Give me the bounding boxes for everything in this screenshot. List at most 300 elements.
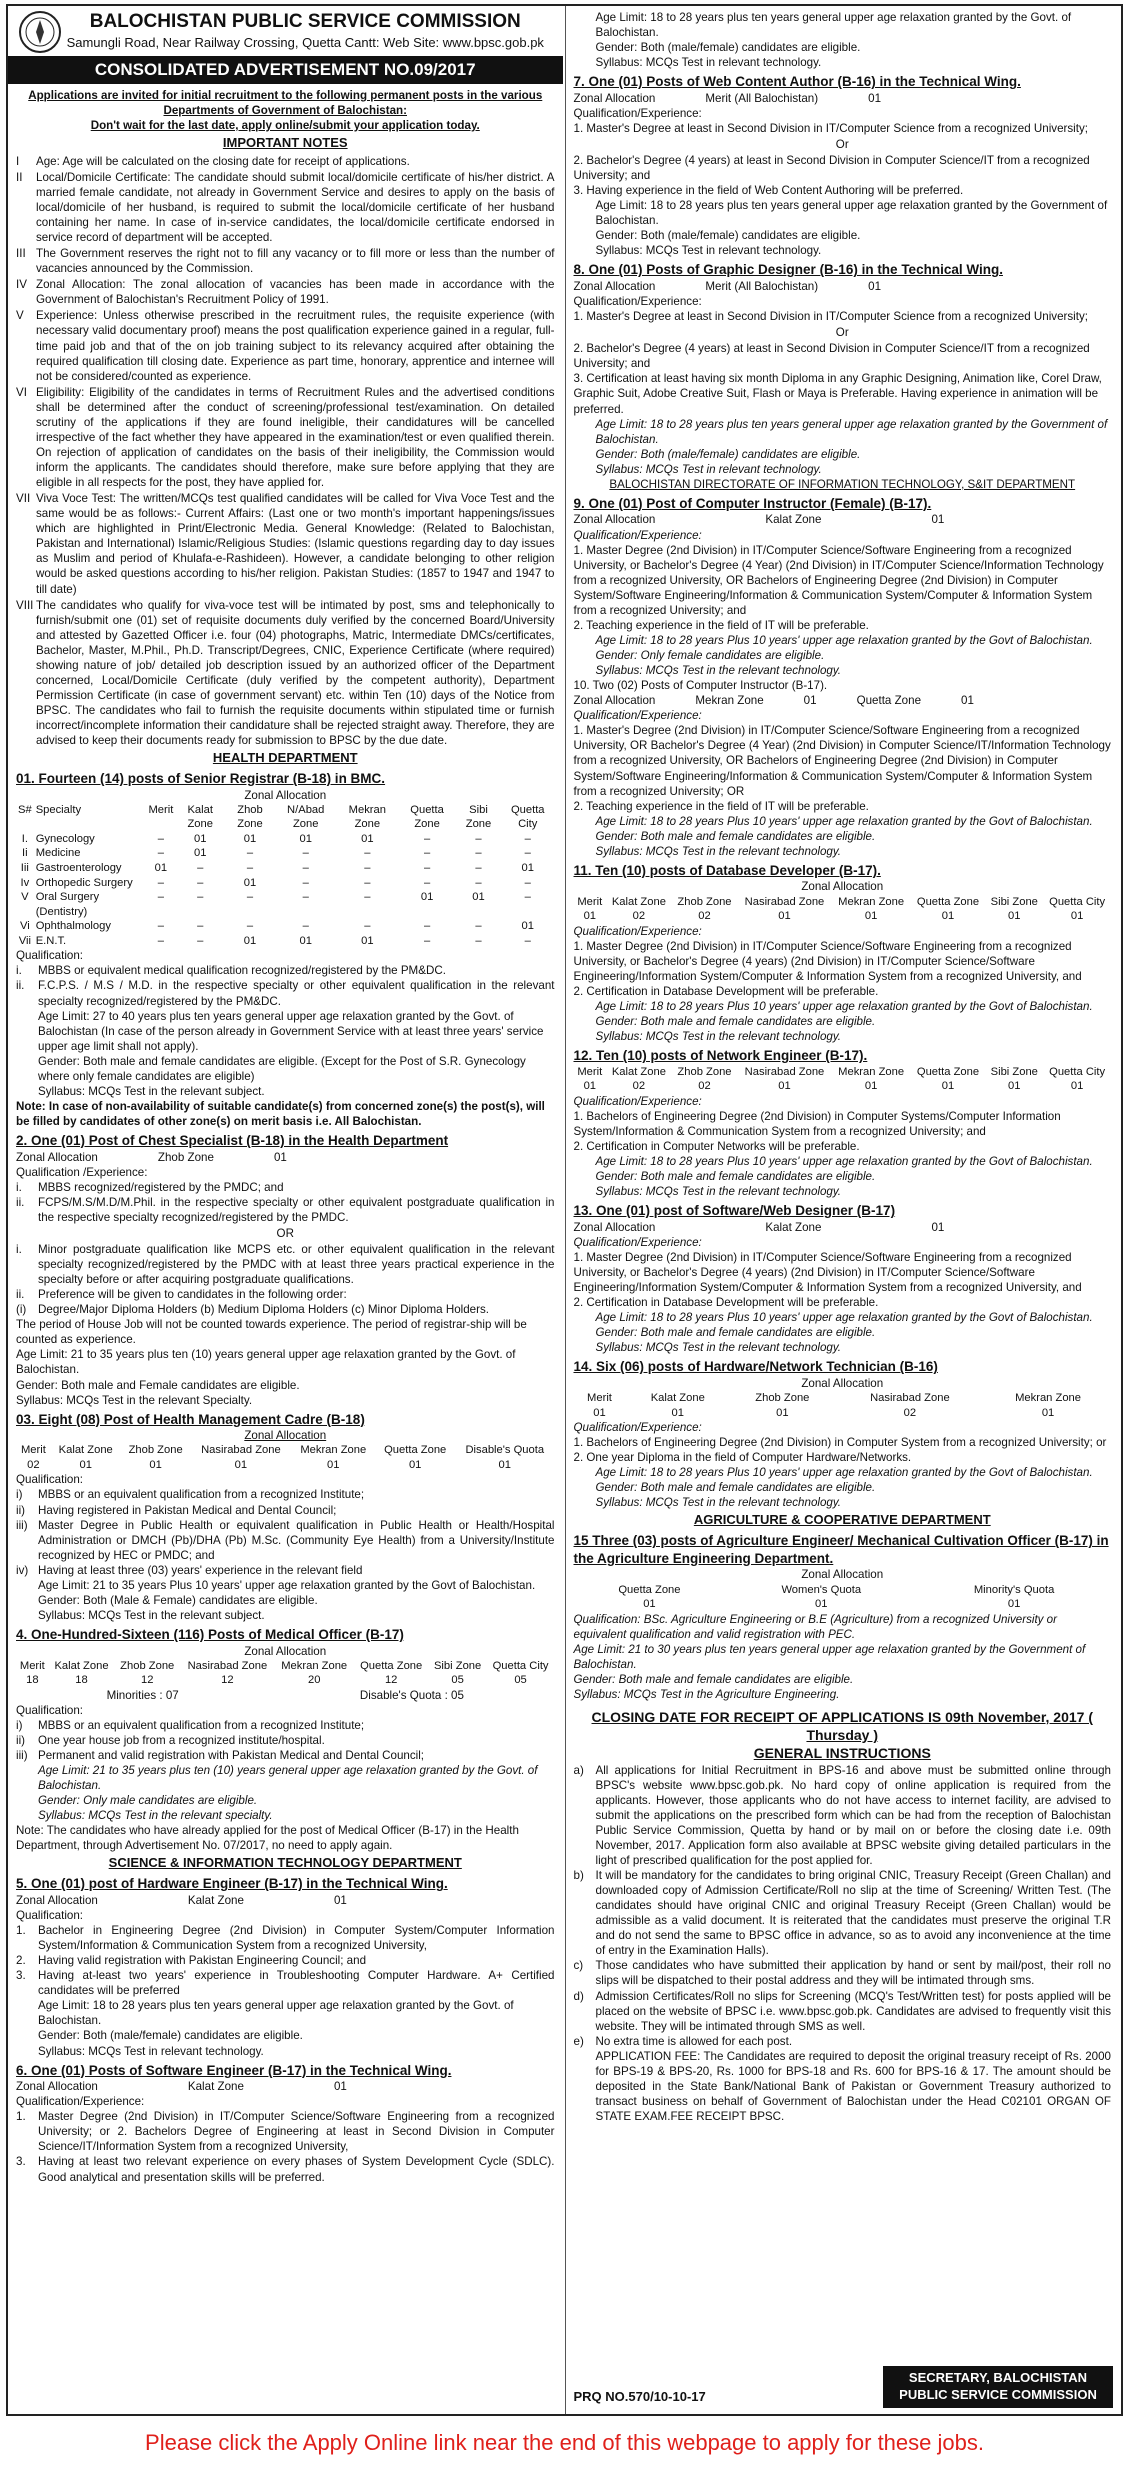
note: Note: The candidates who have already applied for the post of Medical Officer (B-17) in the Health Department, through Advertisement No. 07/2017, no need to apply again. xyxy=(16,1824,519,1853)
note-number: VI xyxy=(16,385,27,399)
header-title: BALOCHISTAN PUBLIC SERVICE COMMISSION xyxy=(89,11,521,32)
note-number: IV xyxy=(16,278,27,292)
table-cell: 01 xyxy=(583,910,597,923)
table-cell: 01 xyxy=(671,1406,684,1419)
list-item xyxy=(574,1763,1112,1868)
list-item xyxy=(16,1733,555,1748)
qualification-label: Qualification/Experience: xyxy=(573,924,702,938)
table-cell: Ii xyxy=(22,847,28,860)
table-cell: Vi xyxy=(19,920,30,933)
column-header: Mekran Zone xyxy=(1015,1391,1082,1404)
zonal-allocation-label: Zonal Allocation xyxy=(244,788,327,802)
zone-name: Mekran Zone xyxy=(695,694,764,708)
department-title: BALOCHISTAN DIRECTORATE OF INFORMATION TECHNOLOGY, S&IT DEPARTMENT xyxy=(609,477,1076,491)
table-cell: – xyxy=(524,891,531,904)
table-cell: – xyxy=(423,920,431,933)
table-cell: 01 xyxy=(234,1458,248,1471)
table-cell: – xyxy=(246,861,254,874)
syllabus: Syllabus: MCQs Test in the relevant subject. xyxy=(38,1608,265,1622)
table-cell: – xyxy=(302,861,309,874)
zonal-table xyxy=(574,1583,1112,1612)
note-text: Viva Voce Test: The written/MCQs test qualified candidates will be called for Viva Voce Test and the same would be as follows:- Current Affairs: (Last one or two month's important happenings/issues which are highlighted in Print/Electronic Media. General Knowledge: (Related to Balochistan, Pakistan and International) Islamic/Religious Studies: (Islamic questions regarding day to day issues as Muslim and period of Khulafa-e-Rashideen). However, a candidate belonging to other religion would be asked questions according to his/her religion. Pakistan Studies: (1857 to 1947 and 1947 to till date) xyxy=(36,492,555,596)
section-title: AGRICULTURE & COOPERATIVE DEPARTMENT xyxy=(693,1512,991,1528)
column-header: Disable's Quota xyxy=(465,1444,545,1457)
zone-name: Merit (All Balochistan) xyxy=(705,280,819,294)
table-cell: – xyxy=(197,891,204,904)
item-number: iv) xyxy=(16,1563,29,1577)
column-header: Nasirabad Zone xyxy=(744,895,825,908)
table-cell: 01 xyxy=(149,1458,162,1471)
post-title: 8. One (01) Posts of Graphic Designer (B-16) in the Technical Wing. xyxy=(573,262,1003,278)
table-cell: 02 xyxy=(27,1458,40,1471)
table-cell: 12 xyxy=(221,1674,234,1687)
zonal-allocation-label: Zonal Allocation xyxy=(573,513,656,527)
table-cell: – xyxy=(197,876,204,889)
note-number: II xyxy=(16,170,23,184)
table-cell: – xyxy=(197,934,204,947)
item-text: Master Degree in Public Health or equivalent qualification in Public Health or Health/Hospital Administration or DMCH (Pb)/DHA (Pb) M.Sc. (Community Eye Health) from a University/Institute recognized by HEC or PMDC; and xyxy=(38,1518,555,1562)
qualification-label: Qualification: xyxy=(16,949,84,963)
table-cell: – xyxy=(423,847,431,860)
qualification-label: Qualification: xyxy=(16,1473,84,1487)
table-cell: – xyxy=(246,847,254,860)
zonal-allocation-label: Zonal Allocation xyxy=(244,1429,327,1443)
age-limit: Age Limit: 18 to 28 years plus ten years general upper age relaxation granted by the Government of Balochistan. xyxy=(595,417,1108,446)
right-column xyxy=(565,6,1122,2414)
table-cell: 02 xyxy=(698,1080,711,1093)
item-number: 1. xyxy=(16,2110,26,2124)
post-title: 13. One (01) post of Software/Web Designer (B-17) xyxy=(573,1203,896,1219)
gender: Gender: Both (male/female) candidates are eligible. xyxy=(595,447,861,461)
column-header: Zhob Zone xyxy=(237,803,263,831)
table-cell: – xyxy=(364,891,371,904)
table-cell: – xyxy=(524,934,531,947)
age-limit: Age Limit: 18 to 28 years plus ten years general upper age relaxation granted by the Govt. of Balochistan. xyxy=(38,1999,514,2028)
qualification: 3. Certification at least having six month Diploma in any Graphic Designing, Animation like, Corel Draw, Graphic Suit, Adobe Creative Suit, Flash or Maya is Preferable. Having experience in animation will be preferred. xyxy=(573,372,1102,416)
qualification-label: Qualification/Experience: xyxy=(573,1094,702,1108)
table-header-row xyxy=(574,895,1112,910)
list-item xyxy=(16,1748,555,1763)
table-cell: – xyxy=(197,920,204,933)
item-text: Having at-least two years' experience in Troubleshooting Computer Hardware. A+ Certified candidates will be preferred xyxy=(38,1969,555,1998)
zone-count: 01 xyxy=(333,2080,347,2094)
item-text: FCPS/M.S/M.D/M.Phil. in the respective specialty or other equivalent postgraduate qualification in the respective specialty recognized/registered by the PMDC. xyxy=(38,1195,555,1224)
list-item xyxy=(16,1563,555,1578)
syllabus: Syllabus: MCQs Test in relevant technology. xyxy=(595,244,822,258)
column-header: Quetta Zone xyxy=(916,1065,980,1078)
item-number: i. xyxy=(16,1180,22,1194)
post-title: 9. One (01) Post of Computer Instructor (Female) (B-17). xyxy=(573,495,932,511)
column-header: Kalat Zone xyxy=(58,1444,113,1457)
table-cell: 02 xyxy=(903,1406,917,1419)
column-header: Mekran Zone xyxy=(838,895,905,908)
table-cell: Iii xyxy=(20,861,29,874)
gender: Gender: Both (male/female) candidates are eligible. xyxy=(38,2029,303,2043)
zone-count: 01 xyxy=(931,513,945,527)
qualification: 2. Teaching experience in the field of IT will be preferable. xyxy=(573,618,869,632)
or-separator: Or xyxy=(835,326,849,340)
column-header: Sibi Zone xyxy=(465,803,492,831)
list-item xyxy=(16,1968,555,1998)
qualification: 2. Certification in Computer Networks will be preferable. xyxy=(573,1139,860,1153)
item-number: 3. xyxy=(16,2155,26,2169)
table-cell: V xyxy=(21,891,29,904)
prq-number: PRQ NO.570/10-10-17 xyxy=(573,2389,706,2405)
syllabus: Syllabus: MCQs Test in the relevant technology. xyxy=(595,1496,842,1510)
note-item xyxy=(16,308,555,383)
syllabus: Syllabus: MCQs Test in the relevant technology. xyxy=(595,1341,842,1355)
column-header: Merit xyxy=(587,1391,612,1404)
note-item xyxy=(16,170,555,245)
item-text: Those candidates who have submitted their application by hand or sent by mail/post, their roll no slips will be dispatched to their postal address and they will be intimated through sms. xyxy=(595,1959,1111,1988)
table-cell: 01 xyxy=(521,861,534,874)
syllabus: Syllabus: MCQs Test in relevant technology. xyxy=(595,56,822,70)
zonal-allocation-label: Zonal Allocation xyxy=(573,694,656,708)
item-text: All applications for Initial Recruitment in BPS-16 and above must be submitted online through BPSC's website www.bpsc.gob.pk. No hard copy of online application is required from the applicants. However, those applicants who do not have access to internet facility, are advised to submit the applications on the prescribed form which can be had from the reception of Balochistan Public Service Commission, Quetta by hand or by mail on or before the closing date i.e. 09th November, 2017. Application form also available at BPSC website giving detailed particulars in the light of prescribed qualification for the post applied for. xyxy=(595,1763,1111,1867)
item-text: One year house job from a recognized institute/hospital. xyxy=(38,1733,325,1747)
column-header: Mekran Zone xyxy=(300,1444,367,1457)
left-column xyxy=(8,6,565,2414)
item-number: ii. xyxy=(16,979,25,993)
table-row xyxy=(16,919,555,934)
table-cell: – xyxy=(157,934,164,947)
item-number: 1. xyxy=(16,1924,26,1938)
column-header: Quetta Zone xyxy=(360,1659,423,1672)
post-title: 14. Six (06) posts of Hardware/Network Technician (B-16) xyxy=(573,1359,938,1375)
table-header-row xyxy=(574,1065,1112,1080)
item-text: No extra time is allowed for each post. xyxy=(595,2034,793,2048)
column-header: Nasirabad Zone xyxy=(744,1065,825,1078)
table-row xyxy=(574,1406,1112,1421)
important-notes-list xyxy=(16,154,555,748)
qualification-label: Qualification /Experience: xyxy=(16,1165,148,1179)
table-cell: 01 xyxy=(1070,1080,1084,1093)
item-text: Having registered in Pakistan Medical and Dental Council; xyxy=(38,1503,337,1517)
zonal-allocation-label: Zonal Allocation xyxy=(573,91,656,105)
table-cell: – xyxy=(475,920,482,933)
table-cell: 01 xyxy=(243,832,257,845)
list-item xyxy=(574,2049,1112,2124)
note-item xyxy=(16,154,555,169)
qualification-list xyxy=(16,1923,555,1998)
table-row xyxy=(574,1079,1112,1094)
item-text: MBBS or an equivalent qualification from a recognized Institute; xyxy=(38,1718,365,1732)
table-cell: 01 xyxy=(643,1598,656,1611)
column-header: Sibi Zone xyxy=(433,1659,482,1672)
column-header: Merit xyxy=(577,1065,603,1078)
qualification-list xyxy=(16,1487,555,1577)
table-cell: – xyxy=(157,920,164,933)
table-row xyxy=(574,1597,1112,1612)
syllabus: Syllabus: MCQs Test in the relevant specialty. xyxy=(38,1809,273,1823)
item-number: iii) xyxy=(16,1749,28,1763)
zonal-allocation-label: Zonal Allocation xyxy=(801,880,884,894)
qualification: 2. Certification in Database Development will be preferable. xyxy=(573,1296,879,1310)
table-cell: 01 xyxy=(583,1080,597,1093)
post-title: 15 Three (03) posts of Agriculture Engineer/ Mechanical Cultivation Officer (B-17) in the Agriculture Engineering Department. xyxy=(573,1533,1109,1566)
table-row xyxy=(16,890,555,919)
table-cell: – xyxy=(524,876,531,889)
zonal-table xyxy=(574,895,1112,924)
qualification: 2. One year Diploma in the field of Computer Hardware/Networks. xyxy=(573,1451,912,1465)
extra-note: The period of House Job will not be counted towards experience. The period of registrar-ship will be counted as experience. xyxy=(16,1318,527,1347)
item-number: i. xyxy=(16,1242,22,1256)
table-cell: 01 xyxy=(1008,910,1021,923)
item-text: F.C.P.S. / M.S / M.D. in the respective specialty or other equivalent qualification in the relevant specialty recognized/registered by the PM&DC. xyxy=(38,979,555,1008)
zone-name: Kalat Zone xyxy=(187,1893,244,1907)
item-number: ii. xyxy=(16,1288,25,1302)
gender: Gender: Both male and female candidates are eligible. xyxy=(595,829,876,843)
item-text: Bachelor in Engineering Degree (2nd Division) in Computer System/Computer Information System/Information & Communication System from a recognized University, xyxy=(38,1924,555,1953)
list-item xyxy=(574,1958,1112,1988)
table-cell: 01 xyxy=(299,832,312,845)
table-cell: 20 xyxy=(307,1674,321,1687)
table-cell: 01 xyxy=(941,1080,955,1093)
age-limit: Age Limit: 18 to 28 years Plus 10 years' upper age relaxation granted by the Govt of Balochistan. xyxy=(595,814,1093,828)
table-cell: I. xyxy=(21,832,28,845)
zone-name: Kalat Zone xyxy=(187,2080,244,2094)
table-cell: 12 xyxy=(141,1674,154,1687)
list-item xyxy=(16,1923,555,1953)
intro-line: Don't wait for the last date, apply online/submit your application today. xyxy=(90,118,480,132)
list-item xyxy=(16,1242,555,1287)
item-text: Permanent and valid registration with Pakistan Medical and Dental Council; xyxy=(38,1749,425,1763)
syllabus: Syllabus: MCQs Test in the relevant technology. xyxy=(595,664,842,678)
item-text: MBBS or an equivalent qualification from a recognized Institute; xyxy=(38,1488,365,1502)
qualification-label: Qualification/Experience: xyxy=(573,106,702,120)
qualification: 1. Bachelors of Engineering Degree (2nd Division) in Computer Systems/Computer Information System/Information & Communication System from a recognized University; and xyxy=(573,1109,1061,1138)
zone-count: 01 xyxy=(803,694,817,708)
table-cell: – xyxy=(197,861,204,874)
zonal-allocation-label: Zonal Allocation xyxy=(244,1644,327,1658)
syllabus: Syllabus: MCQs Test in the relevant technology. xyxy=(595,844,842,858)
table-cell: – xyxy=(524,832,531,845)
qualification: 1. Bachelors of Engineering Degree (2nd Division) in Computer System from a recognized University; or xyxy=(573,1436,1107,1450)
table-cell: – xyxy=(157,832,164,845)
table-cell: 02 xyxy=(632,910,646,923)
zonal-allocation-label: Zonal Allocation xyxy=(16,1893,98,1907)
age-limit: Age Limit: 21 to 35 years Plus 10 years' upper age relaxation granted by the Govt of Balochistan. xyxy=(38,1578,536,1592)
age-limit: Age Limit: 18 to 28 years Plus 10 years' upper age relaxation granted by the Govt of Balochistan. xyxy=(595,1311,1093,1325)
zonal-table xyxy=(16,1443,555,1472)
item-text: Master Degree (2nd Division) in IT/Computer Science/Software Engineering from a recognized University; or 2. Bachelors Degree of Engineering at least in Second Division in Computer Science/IT/Information System from a recognized University, xyxy=(38,2110,555,2154)
zonal-allocation-label: Zonal Allocation xyxy=(801,1568,884,1582)
column-header: Zhob Zone xyxy=(677,1065,732,1078)
table-cell: 01 xyxy=(521,920,534,933)
table-cell: 18 xyxy=(75,1674,88,1687)
qualification: 3. Having experience in the field of Web Content Authoring will be preferred. xyxy=(573,184,964,198)
note-number: VII xyxy=(16,492,31,506)
table-cell: 01 xyxy=(776,1406,789,1419)
qualification: 2. Certification in Database Development will be preferable. xyxy=(573,984,879,998)
qualification-list xyxy=(16,963,555,1008)
syllabus: Syllabus: MCQs Test in relevant technology. xyxy=(595,462,822,476)
note-item xyxy=(16,246,555,276)
column-header: Merit xyxy=(19,1659,45,1672)
gender: Gender: Both male and female candidates are eligible. (Except for the Post of S.R. Gynecology where only female candidates are eligible) xyxy=(38,1054,526,1083)
table-cell: Iv xyxy=(20,876,30,889)
column-header: Kalat Zone xyxy=(54,1659,109,1672)
age-limit: Age Limit: 27 to 40 years plus ten years general upper age relaxation granted by the Govt. of Balochistan (In case of the person already in Government Service with at least three years' service upper age limit shall not apply). xyxy=(38,1009,544,1053)
gender: Gender: Both male and Female candidates are eligible. xyxy=(16,1378,300,1392)
intro-line: Applications are invited for initial recruitment to the following permanent posts in the various Departments of Government of Balochistan: xyxy=(28,88,543,117)
table-cell: – xyxy=(364,920,371,933)
item-text: MBBS or equivalent medical qualification recognized/registered by the PM&DC. xyxy=(38,964,446,978)
list-item xyxy=(574,2034,1112,2049)
table-cell: – xyxy=(157,891,164,904)
note-number: V xyxy=(16,309,24,323)
list-item xyxy=(16,1953,555,1968)
minorities-quota: Minorities : 07 xyxy=(106,1688,179,1702)
note-text: The candidates who qualify for viva-voce test will be intimated by post, sms and telephonically to furnish/submit one (01) set of requisite documents duly verified by the concerned Board/University and attested by Gazetted Officer i.e. four (04) photographs, Matric, Intermediate DMCs/certificates, Bachelor, Master, M.Phil., Ph.D. Transcript/Degrees, CNIC, Experience Certificate (where required) showing nature of job/ detailed job description issued by an authorized officer of the Department concerned, Local/Domicile Certificate (duly verified by the competent authority), Department Permission Certificate (in case of government servant) etc. within Ten (10) days of the Notice from BPSC. The candidates who fail to furnish the requisite documents within stipulated time or furnish incorrect/incomplete information their candidature shall be rejected straight away. Therefore, they are advised to keep their documents ready for submission to BPSC by the due date. xyxy=(36,598,555,748)
table-cell: – xyxy=(475,876,482,889)
column-header: Kalat Zone xyxy=(650,1391,705,1404)
column-header: S# xyxy=(18,803,32,816)
list-item xyxy=(16,1180,555,1195)
table-row xyxy=(16,934,555,949)
zone-count: 01 xyxy=(961,694,974,708)
table-cell: – xyxy=(157,876,164,889)
table-cell: 01 xyxy=(327,1458,340,1471)
table-cell: Vii xyxy=(18,934,31,947)
column-header: Mekran Zone xyxy=(281,1659,348,1672)
list-item xyxy=(16,1718,555,1733)
table-cell: 01 xyxy=(243,876,257,889)
list-item xyxy=(16,1302,555,1317)
table-cell: 01 xyxy=(472,891,485,904)
list-item xyxy=(16,1287,555,1302)
note-number: VIII xyxy=(16,598,34,612)
qualification-label: Qualification: xyxy=(16,1703,84,1717)
table-cell: 02 xyxy=(698,910,711,923)
item-text: MBBS recognized/registered by the PMDC; and xyxy=(38,1180,284,1194)
table-cell: 01 xyxy=(193,847,207,860)
age-limit: Age Limit: 21 to 30 years plus ten years general upper age relaxation granted by the Government of Balochistan. xyxy=(573,1642,1086,1671)
table-cell: 01 xyxy=(1007,1598,1021,1611)
section-title: HEALTH DEPARTMENT xyxy=(212,750,358,766)
table-cell: – xyxy=(364,847,371,860)
item-number: b) xyxy=(573,1869,584,1882)
note-item xyxy=(16,277,555,307)
qualification-label: Qualification: xyxy=(16,1908,84,1922)
item-text: Having valid registration with Pakistan Engineering Council; and xyxy=(38,1954,367,1968)
column-header: Kalat Zone xyxy=(187,803,213,831)
qualification: 1. Master's Degree (2nd Division) in IT/Computer Science/Software Engineering from a recognized University, OR Bachelor's Degree (4 Year) (2nd Division) in Computer Science/IT/Information Technology from a recognized University, OR Bachelors of Engineering Degree (2nd Division) in Computer System/Software Engineering/Information & Communication System/Computer & Information System from a recognized University; OR xyxy=(573,724,1111,798)
zone-name: Zhob Zone xyxy=(157,1150,214,1164)
item-number: ii) xyxy=(16,1733,26,1747)
age-limit: Age Limit: 18 to 28 years plus ten years general upper age relaxation granted by the Government of Balochistan. xyxy=(595,199,1108,228)
table-cell: 12 xyxy=(384,1674,398,1687)
item-number: iii) xyxy=(16,1518,28,1532)
list-item xyxy=(574,1989,1112,2034)
table-cell: 01 xyxy=(941,910,955,923)
age-limit: Age Limit: 18 to 28 years Plus 10 years' upper age relaxation granted by the Govt of Balochistan. xyxy=(595,1466,1093,1480)
table-cell: 01 xyxy=(420,891,434,904)
item-number: d) xyxy=(573,1989,584,2003)
table-row xyxy=(16,832,555,847)
table-cell: – xyxy=(302,847,309,860)
age-limit: Age Limit: 18 to 28 years Plus 10 years' upper age relaxation granted by the Govt of Balochistan. xyxy=(595,999,1093,1013)
qualification-list xyxy=(16,2109,555,2184)
table-cell: 01 xyxy=(778,910,791,923)
item-number: i) xyxy=(16,1488,23,1502)
table-cell: – xyxy=(475,847,482,860)
item-number: 2. xyxy=(16,1954,26,1968)
column-header: Quetta Zone xyxy=(384,1444,447,1457)
apply-online-footer[interactable]: Please click the Apply Online link near the end of this webpage to apply for these jobs. xyxy=(145,2429,984,2455)
list-item xyxy=(16,2154,555,2184)
column-header: Quetta Zone xyxy=(916,895,980,908)
column-header: Sibi Zone xyxy=(990,1065,1038,1078)
column-header: Quetta City xyxy=(510,803,545,831)
table-cell: 01 xyxy=(361,832,374,845)
table-header-row xyxy=(574,1391,1112,1406)
syllabus: Syllabus: MCQs Test in the Agriculture Engineering. xyxy=(573,1687,840,1701)
item-number: (i) xyxy=(16,1303,27,1317)
item-text: Preference will be given to candidates in the following order: xyxy=(38,1288,347,1302)
list-item xyxy=(16,1195,555,1225)
table-header-row xyxy=(16,1659,555,1674)
advertisement-banner: CONSOLIDATED ADVERTISEMENT NO.09/2017 xyxy=(8,56,563,84)
qualification-label: Qualification/Experience: xyxy=(573,528,702,542)
table-cell: – xyxy=(423,861,431,874)
or-separator: OR xyxy=(276,1226,294,1240)
note-text: Experience: Unless otherwise prescribed in the recruitment rules, the requisite experience (with necessary valid documentary proof) means the post qualification experience gained in a regular, full-time paid job and that of the on job training subject to its relevancy acquired after obtaining the required qualification till closing date. Experience as part time, honorary, apprentice and internee will not be considered/counted as experience. xyxy=(36,309,555,383)
zonal-allocation-label: Zonal Allocation xyxy=(16,2080,98,2094)
qualification: Qualification: BSc. Agriculture Engineering or B.E (Agriculture) from a recognized University or equivalent qualification and valid registration with PEC. xyxy=(573,1612,1057,1641)
item-number xyxy=(574,2049,596,2124)
column-header: Mekran Zone xyxy=(838,1065,905,1078)
table-cell: 01 xyxy=(1041,1406,1055,1419)
table-cell: 01 xyxy=(193,832,207,845)
note: Note: In case of non-availability of suitable candidate(s) from concerned zone(s) the post(s), will be filled by candidates of other zone(s) on merit basis i.e. All Balochistan. xyxy=(16,1099,545,1128)
table-cell: – xyxy=(475,934,482,947)
item-text: APPLICATION FEE: The Candidates are required to deposit the original treasury receipt of Rs. 2000 for BPS-19 & BPS-20, Rs. 1000 for BPS-18 and Rs. 600 for BPS-16 & 17. The amount should be deposited in the State Bank/National Bank of Pakistan or Government Treasury authorized to transact business on behalf of Government of Balochistan under the Head C02101 ORGAN OF STATE EXAM.FEE RECEIPT BPSC. xyxy=(595,2049,1111,2123)
qualification: 2. Teaching experience in the field of IT will be preferable. xyxy=(573,799,869,813)
item-number: e) xyxy=(573,2034,584,2048)
gender: Gender: Both (Male & Female) candidates are eligible. xyxy=(38,1593,318,1607)
item-number: a) xyxy=(573,1763,584,1777)
column-header: Zhob Zone xyxy=(677,895,732,908)
syllabus: Syllabus: MCQs Test in the relevant technology. xyxy=(595,1030,842,1044)
signature-box: SECRETARY, BALOCHISTAN PUBLIC SERVICE COMMISSION xyxy=(883,2366,1113,2408)
section-title: SCIENCE & INFORMATION TECHNOLOGY DEPARTMENT xyxy=(108,1855,462,1871)
zonal-table xyxy=(574,1391,1112,1420)
item-number: i. xyxy=(16,964,22,978)
list-item xyxy=(16,2109,555,2154)
zonal-allocation-label: Zonal Allocation xyxy=(801,1376,884,1390)
age-limit: Age Limit: 18 to 28 years plus ten years general upper age relaxation granted by the Govt. of Balochistan. xyxy=(595,11,1072,40)
gender: Gender: Both (male/female) candidates are eligible. xyxy=(595,41,861,55)
table-row xyxy=(574,909,1112,924)
list-item xyxy=(16,1487,555,1502)
gender: Gender: Both (male/female) candidates are eligible. xyxy=(595,229,861,243)
table-cell: Gastroenterology xyxy=(35,861,122,874)
gender: Gender: Both male and female candidates are eligible. xyxy=(595,1170,876,1184)
advertisement-page xyxy=(6,4,1123,2416)
list-item xyxy=(16,1503,555,1518)
table-cell: 01 xyxy=(154,861,168,874)
column-header: Nasirabad Zone xyxy=(870,1391,950,1404)
note-text: The Government reserves the right not to fill any vacancy or to fill more or less than the number of vacancies announced by the Commission. xyxy=(36,247,555,276)
zonal-table xyxy=(16,1659,555,1688)
column-header: Merit xyxy=(148,803,174,816)
table-cell: Gynecology xyxy=(35,832,95,845)
note-text: Eligibility: Eligibility of the candidates in terms of Recruitment Rules and the advertised conditions shall be determined after the conduct of screening/professional test/examination. On detailed scrutiny of the applications if they are found ineligible, their candidatures will be cancelled irrespective of the fact whether they have appeared in the examination/test or even qualified therein. On rejection of application of candidates on the basis of their ineligibility, the Commission would inform the applicants. The candidates should therefore, make sure before applying that they are eligible in all respects for the post, they have applied for. xyxy=(36,385,555,490)
age-limit: Age Limit: 21 to 35 years plus ten (10) years general upper age relaxation granted by the Govt. of Balochistan. xyxy=(38,1764,538,1793)
post-title: 12. Ten (10) posts of Network Engineer (B-17). xyxy=(573,1048,868,1064)
column-header: Quetta Zone xyxy=(618,1583,681,1596)
